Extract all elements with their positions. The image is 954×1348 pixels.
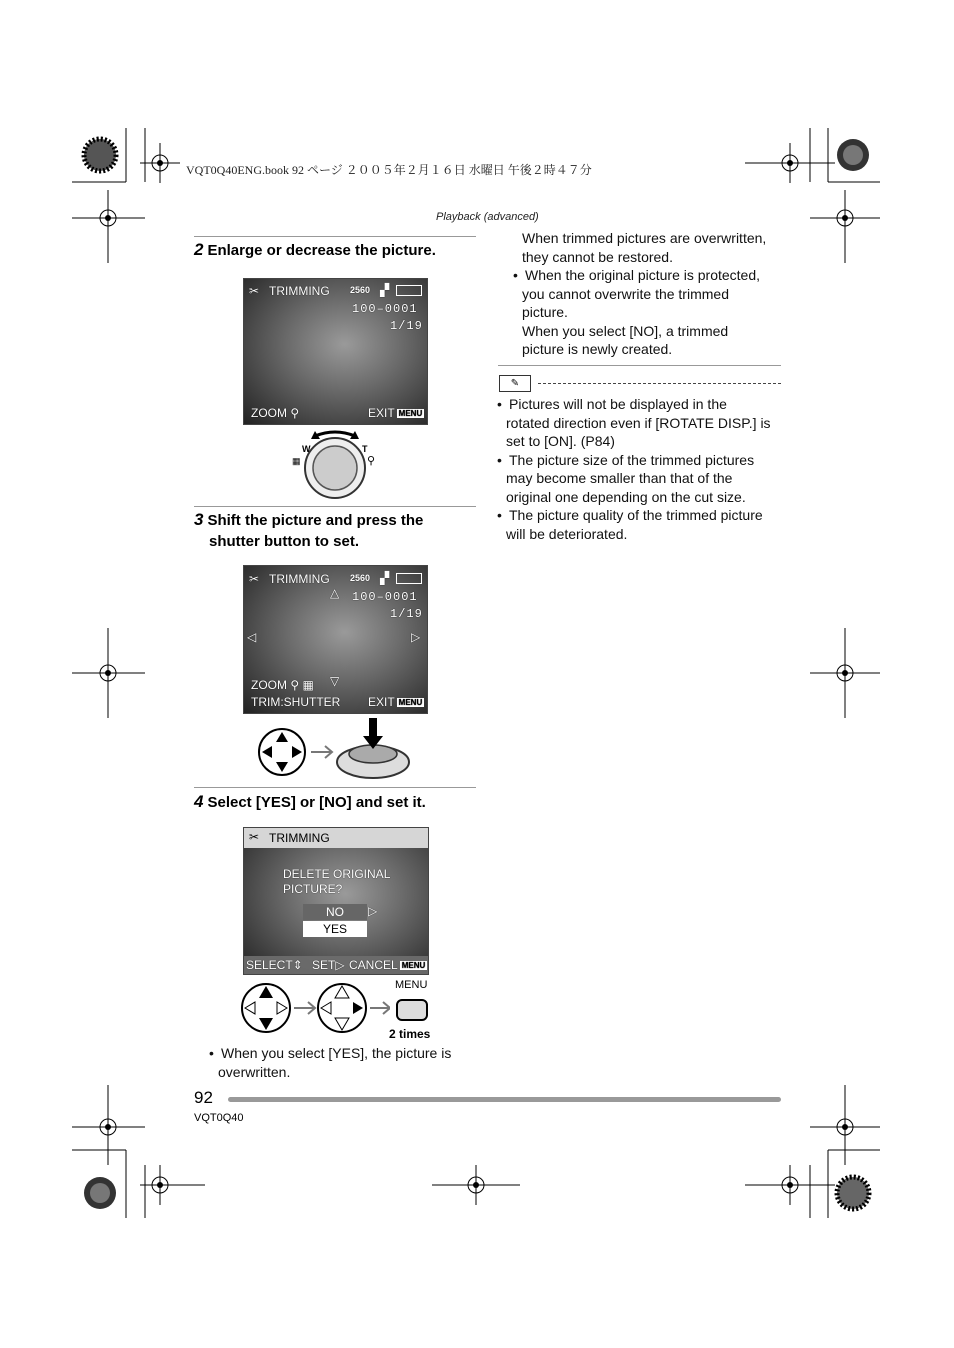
trim-shutter-label: TRIM:SHUTTER [251,695,341,709]
note-line: may become smaller than that of the [506,470,733,486]
page-number: 92 [194,1088,213,1107]
times-label: 2 times [389,1027,431,1041]
picture-count: 1/19 [390,607,423,621]
lcd-screen-delete-dialog [243,827,429,975]
updown-icon: ⇕ [292,958,303,972]
picture-size: 2560 [350,573,371,583]
cursor-to-shutter-illustration [255,716,415,784]
running-head: Playback (advanced) [436,211,539,223]
tele-label: T [362,444,368,454]
quality-icon: ▞ [380,283,390,297]
page-bar [228,1097,781,1102]
question-line2: PICTURE? [283,882,343,896]
step-text: Select [YES] or [NO] and set it. [207,794,426,811]
arrow-right-icon: ▷ [411,630,421,644]
step2-heading [194,239,436,261]
note-line: • The picture quality of the trimmed picture [497,506,783,525]
file-number: 100–0001 [352,302,418,316]
text-line: • When the original picture is protected, [513,266,783,285]
mode-label: TRIMMING [269,572,330,586]
note-dash-line [538,383,781,384]
note-line: will be deteriorated. [506,525,628,542]
wide-label: W [302,444,311,454]
picture-count: 1/19 [390,319,423,333]
quality-icon: ▞ [380,571,390,585]
arrow-up-icon: △ [330,586,340,600]
text-line: When trimmed pictures are overwritten, [522,230,767,246]
text-line: they cannot be restored. [522,248,673,265]
option-yes[interactable]: YES [303,921,367,937]
text-line: you cannot overwrite the trimmed [522,285,729,302]
text-line: picture is newly created. [522,341,673,357]
mode-label: TRIMMING [269,831,330,845]
notes-list [497,395,783,543]
step-number: 2 [194,240,204,259]
zoom-label: ZOOM ⚲ ▦ [251,678,314,692]
file-header: VQT0Q40ENG.book 92 ページ ２００５年２月１６日 水曜日 午後２時４７分 [186,163,592,177]
text-line: When you select [NO], a trimmed [522,322,729,339]
file-number: 100–0001 [352,590,418,604]
cursor-sequence-illustration [240,982,390,1034]
set-label: SET▷ [312,958,345,972]
option-right-arrow-icon: ▷ [368,904,378,918]
cancel-label: CANCEL MENU [349,958,426,972]
lcd-screen-zoom [243,278,428,425]
note-line: original one depending on the cut size. [506,488,746,505]
step-number: 4 [194,792,204,811]
battery-icon [396,285,422,296]
yes-note [209,1044,477,1081]
exit-label: EXIT MENU [368,695,423,709]
step2-rule [194,236,476,237]
yes-note-line1: • When you select [YES], the picture is [209,1044,477,1063]
question-line1: DELETE ORIGINAL [283,867,391,881]
mode-label: TRIMMING [269,284,330,298]
notes-rule [498,365,781,366]
scissors-icon: ✂ [249,830,260,844]
yes-note-line2: overwritten. [218,1063,291,1080]
scissors-icon: ✂ [249,572,260,586]
step3-heading [194,509,423,552]
right-top-text [513,229,783,359]
exit-label: EXIT MENU [368,406,423,420]
step4-heading [194,791,426,813]
magnifier-icon: ⚲ [290,406,300,420]
note-pad-icon: ✎ [499,375,531,392]
step-number: 3 [194,510,204,529]
lcd-screen-trim [243,565,428,714]
wide-grid-icon: ▦ [292,456,301,466]
tele-magnifier-icon: ⚲ [367,455,376,467]
menu-button-icon [396,999,428,1021]
note-line: • The picture size of the trimmed pictures [497,451,783,470]
arrow-left-icon: ◁ [247,630,257,644]
step3-rule [194,506,476,507]
option-no[interactable]: NO [303,904,367,920]
model-code: VQT0Q40 [194,1112,244,1124]
menu-badge: MENU [401,961,426,971]
step4-rule [194,787,476,788]
arrow-down-icon: ▽ [330,674,340,688]
menu-badge: MENU [398,409,423,419]
note-line: set to [ON]. (P84) [506,433,615,449]
menu-button-label: MENU [395,979,428,991]
picture-size: 2560 [350,285,371,295]
select-label: SELECT⇕ [246,958,303,972]
step-text-line2: shutter button to set. [209,533,359,550]
step-text: Enlarge or decrease the picture. [207,242,436,259]
note-line: • Pictures will not be displayed in the [497,395,783,414]
battery-icon [396,573,422,584]
step-text-line1: Shift the picture and press the [207,512,424,529]
note-line: rotated direction even if [ROTATE DISP.] is [506,414,771,431]
scissors-icon: ✂ [249,284,260,298]
text-line: picture. [522,304,568,320]
menu-badge: MENU [398,698,423,708]
zoom-label: ZOOM ⚲ [251,406,300,420]
